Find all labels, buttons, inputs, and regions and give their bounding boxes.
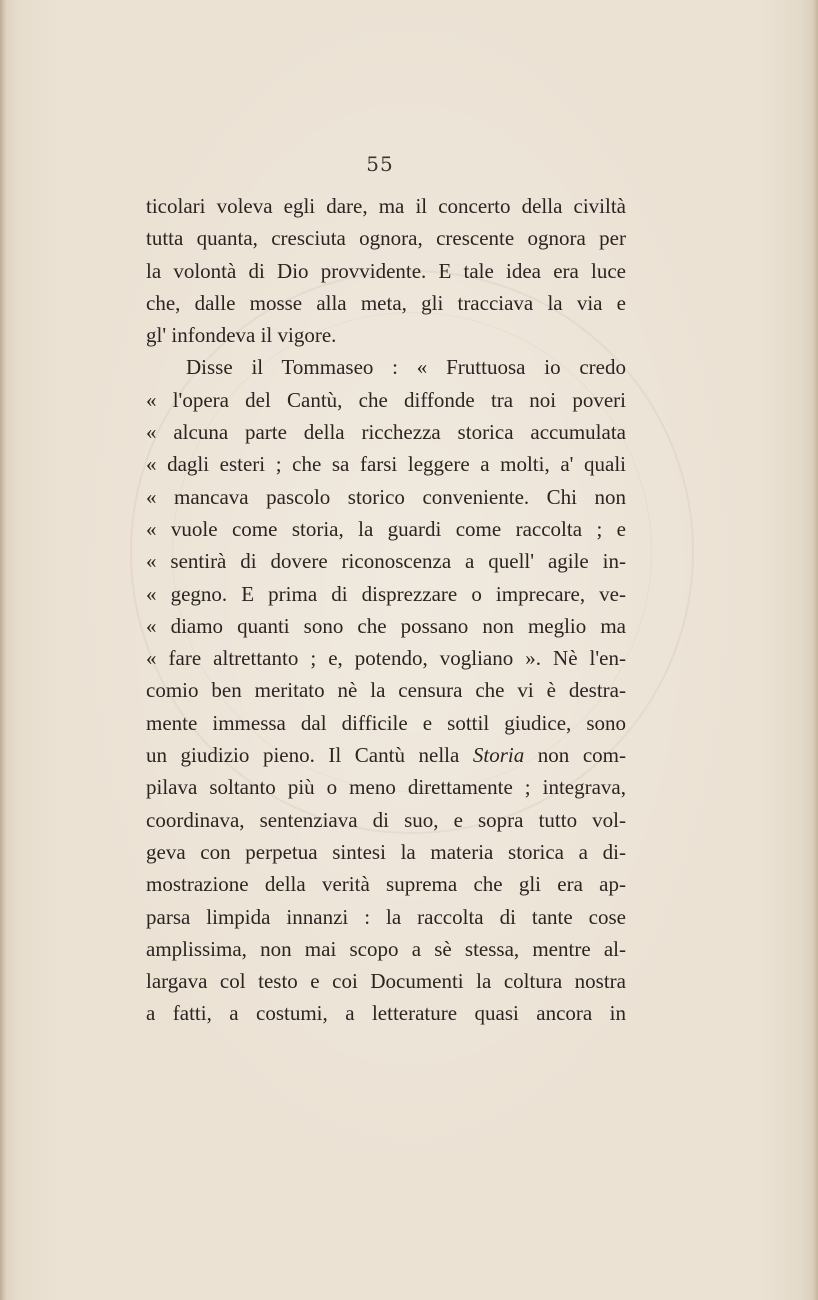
text-line: la volontà di Dio provvidente. E tale idea era luce [146, 258, 626, 283]
text-line: « gegno. E prima di disprezzare o imprecare, ve- [146, 581, 626, 606]
text-line: comio ben meritato nè la censura che vi è destra- [146, 678, 626, 703]
text-line: geva con perpetua sintesi la materia storica a di- [146, 839, 626, 864]
text-line: « sentirà di dovere riconoscenza a quell' agile in- [146, 549, 626, 574]
text-line: a fatti, a costumi, a letterature quasi ancora in [146, 1001, 626, 1026]
text-line: « diamo quanti sono che possano non meglio ma [146, 613, 626, 638]
page-edge-left [0, 0, 6, 1300]
text-line: coordinava, sentenziava di suo, e sopra tutto vol- [146, 807, 626, 832]
text-line: gl' infondeva il vigore. [146, 323, 337, 348]
italic-title: Storia [472, 743, 525, 768]
text-line: mente immessa dal difficile e sottil giudice, sono [146, 710, 626, 735]
text-line: « mancava pascolo storico conveniente. Chi non [146, 484, 626, 509]
text-line: « dagli esteri ; che sa farsi leggere a molti, a' quali [146, 452, 626, 477]
text-line: « fare altrettanto ; e, potendo, vogliano ». Nè l'en- [146, 646, 626, 671]
text-line: un giudizio pieno. Il Cantù nella Storia non com- [146, 743, 626, 768]
text-line: pilava soltanto più o meno direttamente ; integrava, [146, 775, 626, 800]
text-line: amplissima, non mai scopo a sè stessa, mentre al- [146, 936, 626, 961]
text-line: « l'opera del Cantù, che diffonde tra noi poveri [146, 387, 626, 412]
text-line: Disse il Tommaseo : « Fruttuosa io credo [186, 355, 626, 380]
text-line: « vuole come storia, la guardi come raccolta ; e [146, 516, 626, 541]
body-text [146, 190, 626, 1030]
text-line: ticolari voleva egli dare, ma il concerto della civiltà [146, 194, 626, 218]
text-line: che, dalle mosse alla meta, gli tracciava la via e [146, 290, 626, 315]
text-line: tutta quanta, cresciuta ognora, crescente ognora per [146, 226, 626, 251]
text-line: « alcuna parte della ricchezza storica accumulata [146, 420, 626, 445]
page-number: 55 [366, 152, 394, 176]
text-line: parsa limpida innanzi : la raccolta di tante cose [146, 904, 626, 929]
text-line: largava col testo e coi Documenti la coltura nostra [146, 969, 626, 994]
text-line: mostrazione della verità suprema che gli era ap- [146, 872, 626, 897]
page-edge-right [813, 0, 818, 1300]
